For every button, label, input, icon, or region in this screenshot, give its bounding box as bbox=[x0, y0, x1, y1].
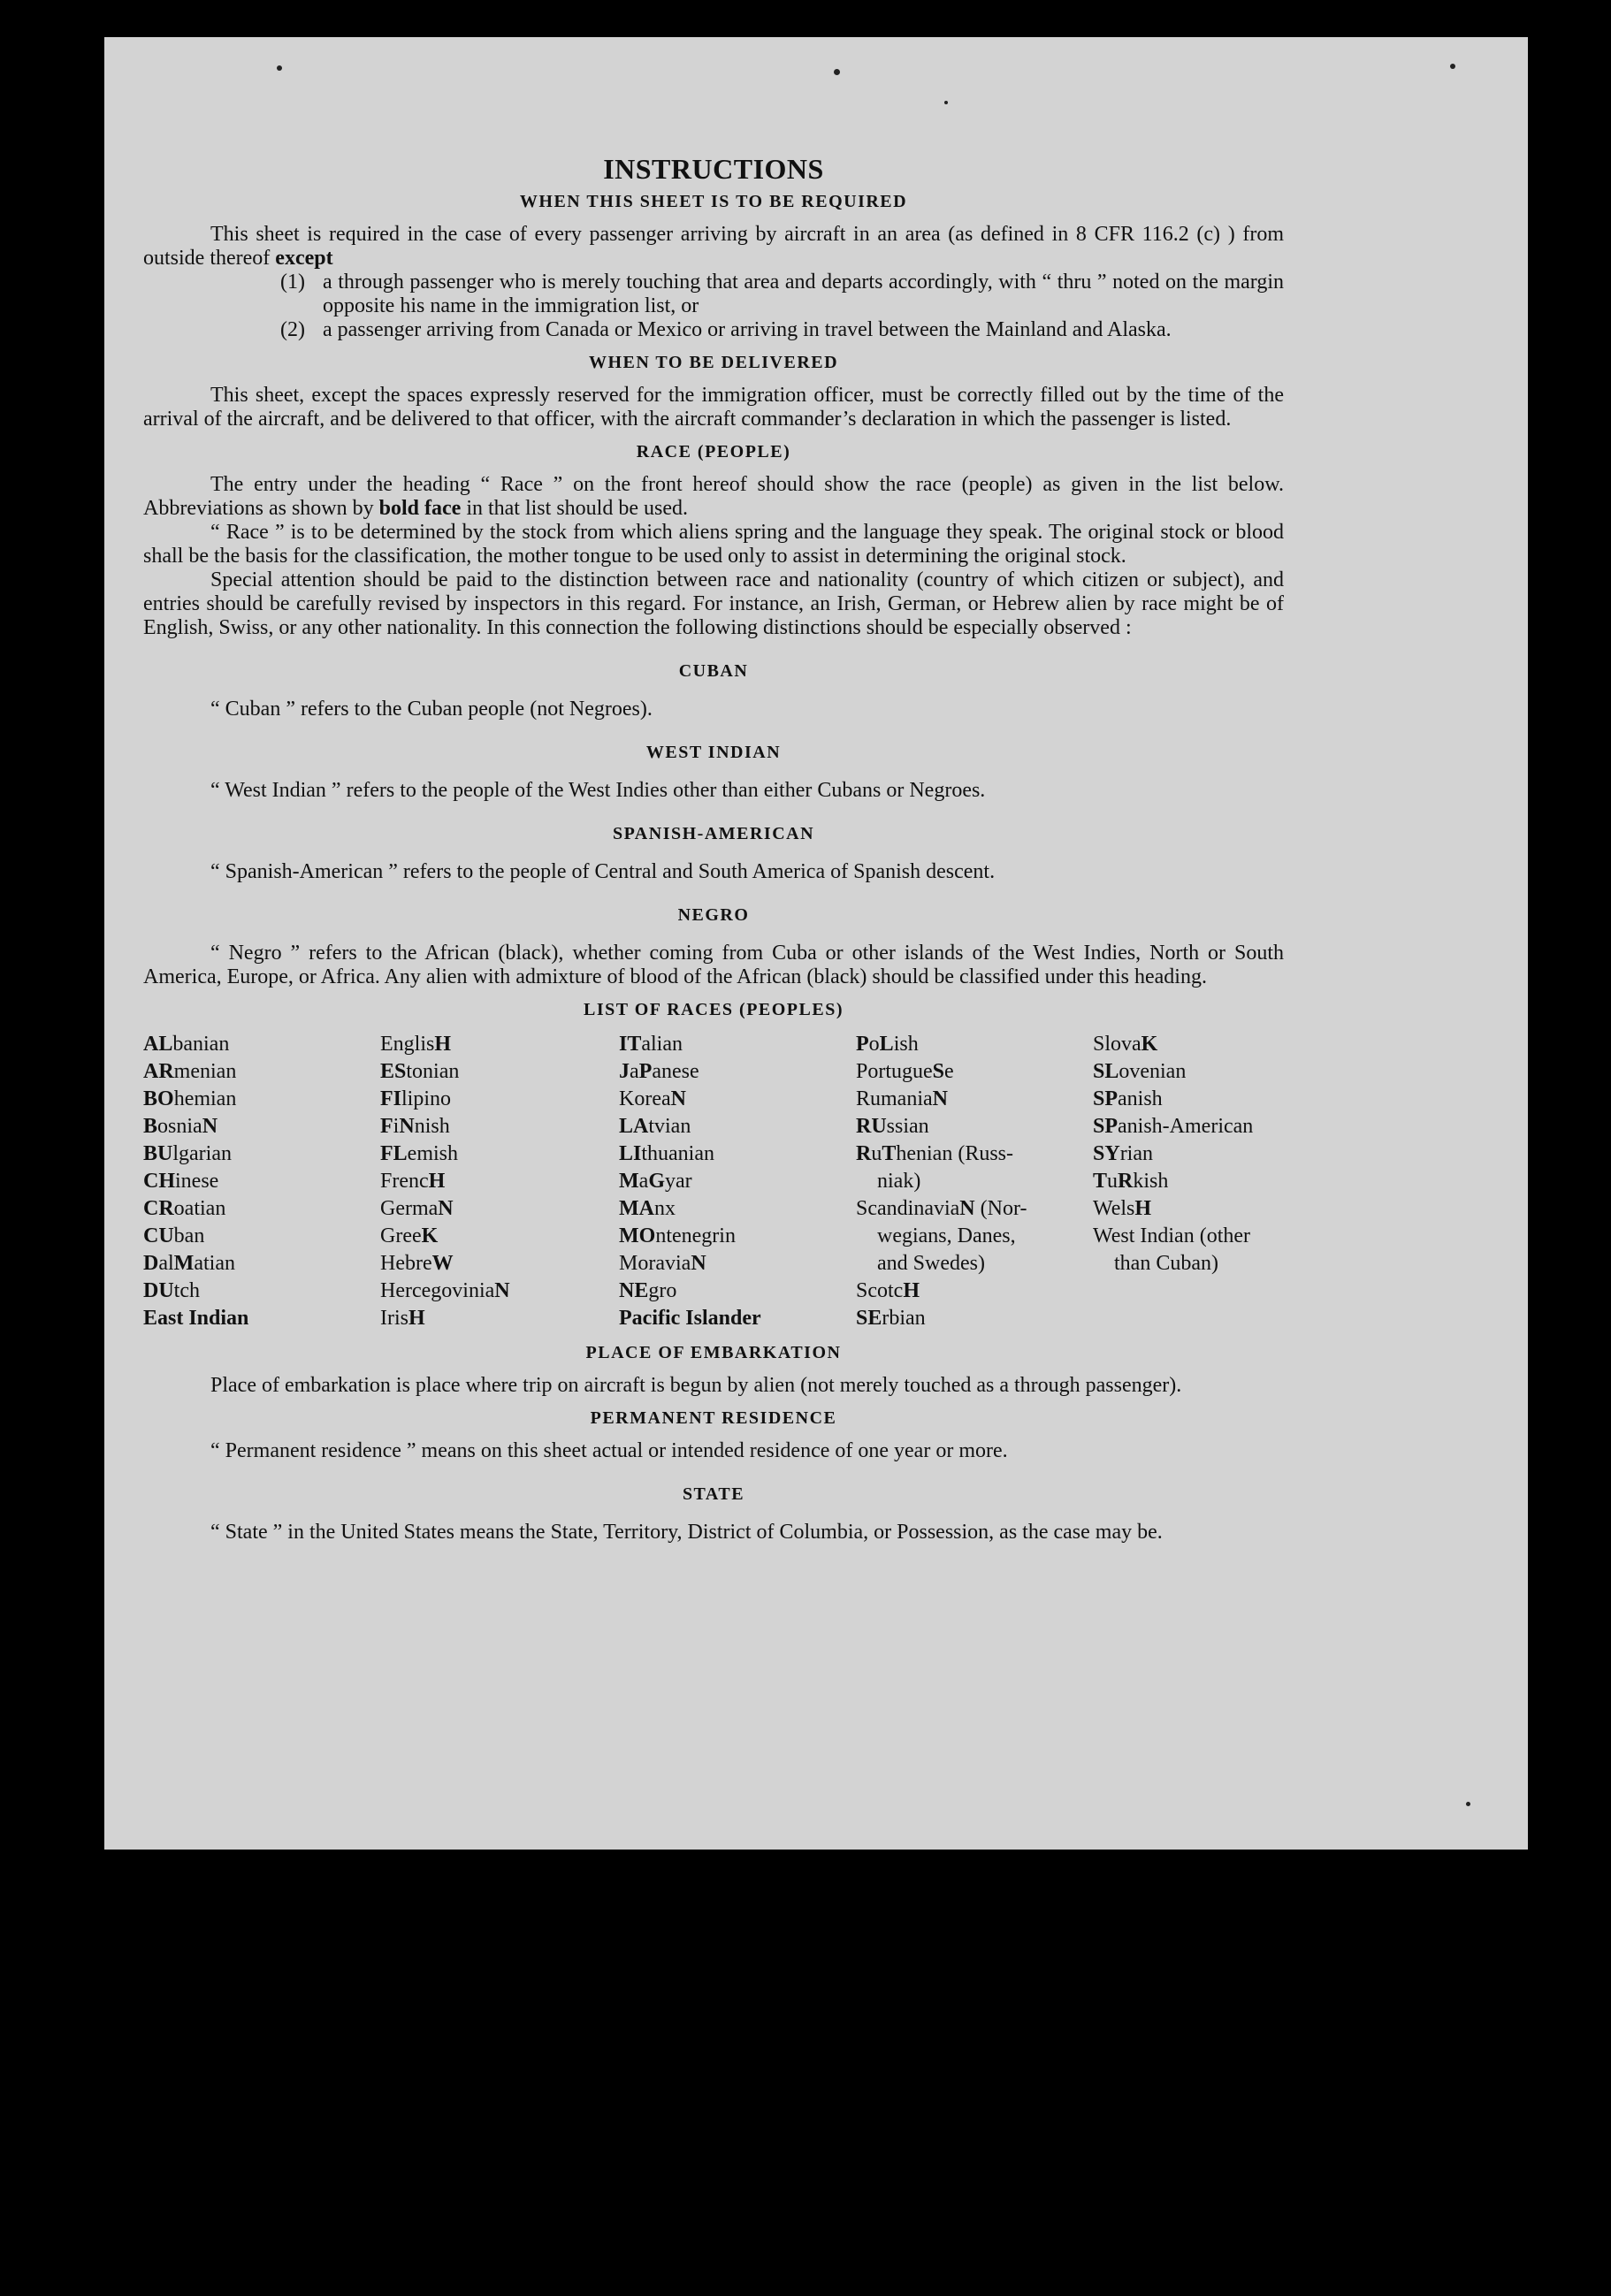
page-title: INSTRUCTIONS bbox=[603, 153, 824, 185]
race-paragraph-1: The entry under the heading “ Race ” on the front hereof should show the race (people) as given in the list below. Abbreviations as shown by bold face in that list should be used. bbox=[143, 473, 1284, 520]
residence-text: “ Permanent residence ” means on this sheet actual or intended residence of one year or more. bbox=[210, 1439, 1008, 1462]
heading-race: RACE (PEOPLE) bbox=[636, 442, 791, 461]
list-item: (2) a passenger arriving from Canada or Mexico or arriving in travel between the Mainland and Alaska. bbox=[280, 318, 1172, 341]
heading-cuban: CUBAN bbox=[678, 661, 749, 681]
races-list bbox=[143, 1031, 1284, 1332]
race-entry: MOntenegrin bbox=[619, 1224, 736, 1247]
race-entry: SErbian bbox=[856, 1307, 926, 1330]
state-text: “ State ” in the United States means the State, Territory, District of Columbia, or Possession, as the case may be. bbox=[210, 1521, 1163, 1544]
race-entry: GermaN bbox=[380, 1197, 454, 1220]
race-entry: ARmenian bbox=[143, 1060, 237, 1083]
race-column bbox=[619, 1031, 856, 1332]
list-item: (1) a through passenger who is merely touching that area and departs accordingly, with “ thru ” noted on the margin opposite his name in the immigration list, or bbox=[280, 271, 1284, 317]
when-required-text: This sheet is required in the case of every passenger arriving by aircraft in an area (as defined in 8 CFR 116.2 (c) ) from outside thereof except bbox=[143, 223, 1284, 270]
negro-text: “ Negro ” refers to the African (black), whether coming from Cuba or other islands of the West Indies, North or South America, Europe, or Africa. Any alien with admixture of blood of the African (black) should be classified under this heading. bbox=[143, 942, 1284, 988]
race-entry: NEgro bbox=[619, 1279, 677, 1302]
race-entry: FLemish bbox=[380, 1142, 458, 1165]
instructions-content bbox=[143, 115, 1284, 1545]
west-indian-text: “ West Indian ” refers to the people of the West Indies other than either Cubans or Negroes. bbox=[210, 779, 986, 802]
race-entry: SYrian bbox=[1093, 1142, 1153, 1165]
race-entry: DalMatian bbox=[143, 1252, 235, 1275]
race-entry: FIlipino bbox=[380, 1087, 452, 1110]
race-entry: RuThenian (Russ- bbox=[856, 1142, 1014, 1165]
race-entry: MaGyar bbox=[619, 1170, 692, 1193]
race-entry: ScandinaviaN (Nor- bbox=[856, 1197, 1027, 1220]
race-entry: GreeK bbox=[380, 1224, 439, 1247]
race-paragraph-2: “ Race ” is to be determined by the stock from which aliens spring and the language they speak. The original stock or blood shall be the basis for the classification, the mother tongue to be used only to assist in determining the original stock. bbox=[143, 521, 1284, 568]
heading-state: STATE bbox=[682, 1484, 745, 1504]
spanish-american-text: “ Spanish-American ” refers to the people of Central and South America of Spanish descent. bbox=[210, 860, 996, 883]
race-entry: ScotcH bbox=[856, 1279, 920, 1302]
race-entry: LIthuanian bbox=[619, 1142, 714, 1165]
race-entry: SPanish bbox=[1093, 1087, 1163, 1110]
race-entry: FrencH bbox=[380, 1170, 446, 1193]
race-entry: MAnx bbox=[619, 1197, 676, 1220]
race-entry: JaPanese bbox=[619, 1060, 699, 1083]
heading-when-delivered: WHEN TO BE DELIVERED bbox=[588, 353, 839, 372]
race-entry: HercegoviniaN bbox=[380, 1279, 510, 1302]
race-entry: MoraviaN bbox=[619, 1252, 706, 1275]
race-entry: EStonian bbox=[380, 1060, 460, 1083]
race-entry: West Indian (other bbox=[1093, 1224, 1251, 1247]
race-entry: WelsH bbox=[1093, 1197, 1152, 1220]
race-column bbox=[143, 1031, 380, 1332]
race-entry: RumaniaN bbox=[856, 1087, 948, 1110]
race-entry: DUtch bbox=[143, 1279, 200, 1302]
race-entry: RUssian bbox=[856, 1115, 929, 1138]
race-entry: ALbanian bbox=[143, 1033, 230, 1056]
race-entry: PortugueSe bbox=[856, 1060, 954, 1083]
race-paragraph-3: Special attention should be paid to the distinction between race and nationality (country of which citizen or subject), and entries should be carefully revised by inspectors in this regard. For instance, an Irish, German, or Hebrew alien by race might be of English, Swiss, or any other nationality. In this connection the following distinctions should be especially observed : bbox=[143, 568, 1284, 639]
race-entry: SLovenian bbox=[1093, 1060, 1187, 1083]
embarkation-text: Place of embarkation is place where trip on aircraft is begun by alien (not merely touched as a through passenger). bbox=[210, 1374, 1182, 1397]
race-entry: EnglisH bbox=[380, 1033, 452, 1056]
race-entry: SlovaK bbox=[1093, 1033, 1158, 1056]
race-entry: HebreW bbox=[380, 1252, 454, 1275]
heading-when-required: WHEN THIS SHEET IS TO BE REQUIRED bbox=[519, 192, 908, 211]
cuban-text: “ Cuban ” refers to the Cuban people (not Negroes). bbox=[210, 698, 653, 721]
when-delivered-text: This sheet, except the spaces expressly reserved for the immigration officer, must be correctly filled out by the time of the arrival of the aircraft, and be delivered to that officer, with the aircraft commander’s declaration in which the passenger is listed. bbox=[143, 384, 1284, 431]
heading-residence: PERMANENT RESIDENCE bbox=[590, 1408, 837, 1428]
race-entry: BosniaN bbox=[143, 1115, 218, 1138]
race-entry: CHinese bbox=[143, 1170, 219, 1193]
heading-list-of-races: LIST OF RACES (PEOPLES) bbox=[583, 1000, 844, 1019]
race-entry: PoLish bbox=[856, 1033, 919, 1056]
heading-west-indian: WEST INDIAN bbox=[645, 743, 782, 762]
race-entry: BUlgarian bbox=[143, 1142, 232, 1165]
race-entry: CUban bbox=[143, 1224, 205, 1247]
race-column bbox=[380, 1031, 619, 1332]
heading-negro: NEGRO bbox=[677, 905, 750, 925]
race-entry: SPanish-American bbox=[1093, 1115, 1254, 1138]
race-entry: IrisH bbox=[380, 1307, 425, 1330]
race-entry: LAtvian bbox=[619, 1115, 691, 1138]
race-entry: ITalian bbox=[619, 1033, 683, 1056]
race-entry: BOhemian bbox=[143, 1087, 237, 1110]
race-entry: KoreaN bbox=[619, 1087, 686, 1110]
race-entry: CRoatian bbox=[143, 1197, 226, 1220]
race-entry: than Cuban) bbox=[1114, 1252, 1218, 1275]
race-column bbox=[1093, 1031, 1284, 1332]
race-entry: Pacific Islander bbox=[619, 1307, 761, 1330]
race-entry: wegians, Danes, bbox=[877, 1224, 1016, 1247]
race-entry: niak) bbox=[877, 1170, 921, 1193]
heading-spanish-american: SPANISH-AMERICAN bbox=[612, 824, 815, 843]
race-entry: FiNnish bbox=[380, 1115, 450, 1138]
race-column bbox=[856, 1031, 1093, 1332]
heading-embarkation: PLACE OF EMBARKATION bbox=[585, 1343, 842, 1362]
race-entry: TuRkish bbox=[1093, 1170, 1169, 1193]
race-entry: East Indian bbox=[143, 1307, 249, 1330]
race-entry: and Swedes) bbox=[877, 1252, 985, 1275]
